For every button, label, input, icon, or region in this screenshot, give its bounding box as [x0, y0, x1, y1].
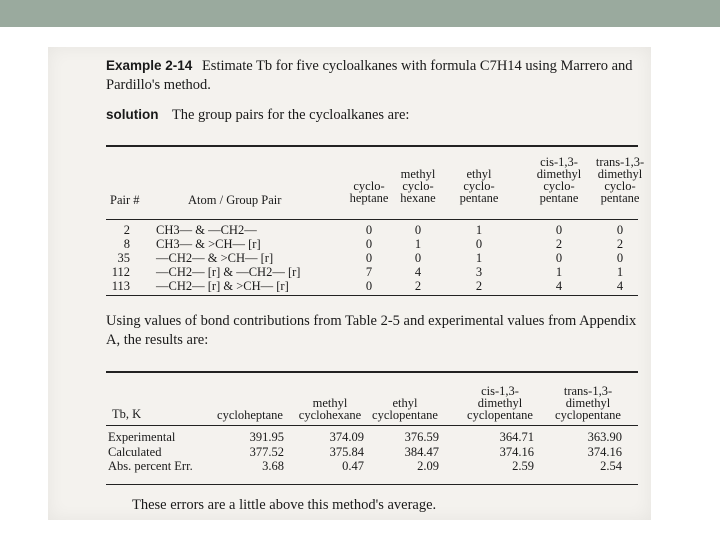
- table2-col-header: ethyl cyclopentane: [372, 396, 438, 422]
- table2-value-cell: 391.95: [249, 430, 284, 444]
- table1-value-cell: 1: [414, 237, 422, 251]
- table2-value-cell: 376.59: [404, 430, 439, 444]
- table2-value-cell: 374.09: [329, 430, 364, 444]
- table2-top-rule: [106, 371, 638, 373]
- table1-col-header: trans-1,3- dimethyl cyclo- pentane: [595, 155, 645, 205]
- table2-value-cell: 2.59: [512, 459, 534, 473]
- table1-value-cell: 2: [414, 279, 422, 293]
- table1-pair-cell: 8: [123, 237, 130, 251]
- table1-value-cell: 0: [616, 251, 624, 265]
- table2-value-cell: 375.84: [329, 445, 364, 459]
- table2-header-rule: [106, 425, 638, 426]
- table1-value-cell: 1: [475, 223, 483, 237]
- table1-value-cell: 4: [616, 279, 624, 293]
- table1-col-header: ethyl cyclo- pentane: [459, 167, 499, 205]
- example-label: Example 2-14: [106, 58, 193, 73]
- scanned-page: [48, 47, 651, 520]
- table2-row-label: Calculated: [108, 445, 162, 459]
- table1-top-rule: [106, 145, 638, 147]
- table1-group-cell: —CH2— [r] & —CH2— [r]: [156, 265, 301, 279]
- table1-value-cell: 4: [555, 279, 563, 293]
- solution-text: The group pairs for the cycloalkanes are:: [171, 107, 410, 123]
- table1-col-header: methyl cyclo- hexane: [400, 167, 436, 205]
- table1-value-cell: 1: [555, 265, 563, 279]
- table1-col-header: cis-1,3- dimethyl cyclo- pentane: [536, 155, 582, 205]
- table1-value-cell: 0: [414, 223, 422, 237]
- table1-group-header: Atom / Group Pair: [188, 193, 282, 207]
- table2-bottom-rule: [106, 484, 638, 485]
- table1-value-cell: 2: [616, 237, 624, 251]
- table2-value-cell: 2.54: [600, 459, 622, 473]
- table1-group-cell: CH3— & —CH2—: [156, 223, 257, 237]
- table1-group-cell: —CH2— [r] & >CH— [r]: [156, 279, 289, 293]
- table1-value-cell: 0: [365, 279, 373, 293]
- table1-pair-header: Pair #: [110, 193, 140, 207]
- table2-value-cell: 2.09: [417, 459, 439, 473]
- table1-value-cell: 3: [475, 265, 483, 279]
- table2-col-header: methyl cyclohexane: [298, 396, 362, 422]
- solution-label: solution: [106, 107, 159, 122]
- table1-value-cell: 0: [414, 251, 422, 265]
- table1-value-cell: 0: [365, 251, 373, 265]
- table2-col-header: cycloheptane: [217, 408, 283, 422]
- table2-value-cell: 363.90: [587, 430, 622, 444]
- table2-value-cell: 364.71: [499, 430, 534, 444]
- table1-value-cell: 0: [475, 237, 483, 251]
- table2-label-header: Tb, K: [112, 407, 142, 421]
- table2-value-cell: 384.47: [404, 445, 439, 459]
- table1-value-cell: 7: [365, 265, 373, 279]
- table1-value-cell: 1: [616, 265, 624, 279]
- table1-value-cell: 0: [365, 237, 373, 251]
- table1-value-cell: 1: [475, 251, 483, 265]
- table2-value-cell: 0.47: [342, 459, 364, 473]
- table2-row-label: Experimental: [108, 430, 176, 444]
- table1-pair-cell: 35: [117, 251, 130, 265]
- table1-value-cell: 0: [616, 223, 624, 237]
- table1-value-cell: 2: [555, 237, 563, 251]
- table1-group-cell: —CH2— & >CH— [r]: [156, 251, 274, 265]
- table2-value-cell: 377.52: [249, 445, 284, 459]
- table2-row-label: Abs. percent Err.: [108, 459, 193, 473]
- results-paragraph: Using values of bond contributions from Table 2-5 and experimental values from Appendix A, the results are:: [106, 313, 637, 348]
- table1-pair-cell: 112: [111, 265, 130, 279]
- solution-line: [106, 107, 646, 124]
- table2-value-cell: 3.68: [262, 459, 284, 473]
- table1-value-cell: 2: [475, 279, 483, 293]
- example-heading: [106, 56, 646, 95]
- example-text: Estimate Tb for five cycloalkanes with formula C7H14 using Marrero and Pardillo's method.: [106, 58, 633, 93]
- table2-value-cell: 374.16: [587, 445, 622, 459]
- table1-value-cell: 0: [365, 223, 373, 237]
- closing-sentence: These errors are a little above this method's average.: [132, 497, 437, 513]
- table1-pair-cell: 113: [111, 279, 130, 293]
- table2-value-cell: 374.16: [499, 445, 534, 459]
- table1-col-header: cyclo- heptane: [349, 179, 389, 205]
- table1-header-rule: [106, 219, 638, 220]
- table1-group-cell: CH3— & >CH— [r]: [156, 237, 261, 251]
- table1-bottom-rule: [106, 295, 638, 296]
- table1-pair-cell: 2: [123, 223, 130, 237]
- table1-value-cell: 0: [555, 223, 563, 237]
- top-banner: [0, 0, 720, 27]
- table2-col-header: cis-1,3- dimethyl cyclopentane: [467, 384, 533, 422]
- table1-value-cell: 0: [555, 251, 563, 265]
- table1-value-cell: 4: [414, 265, 422, 279]
- table2-col-header: trans-1,3- dimethyl cyclopentane: [555, 384, 621, 422]
